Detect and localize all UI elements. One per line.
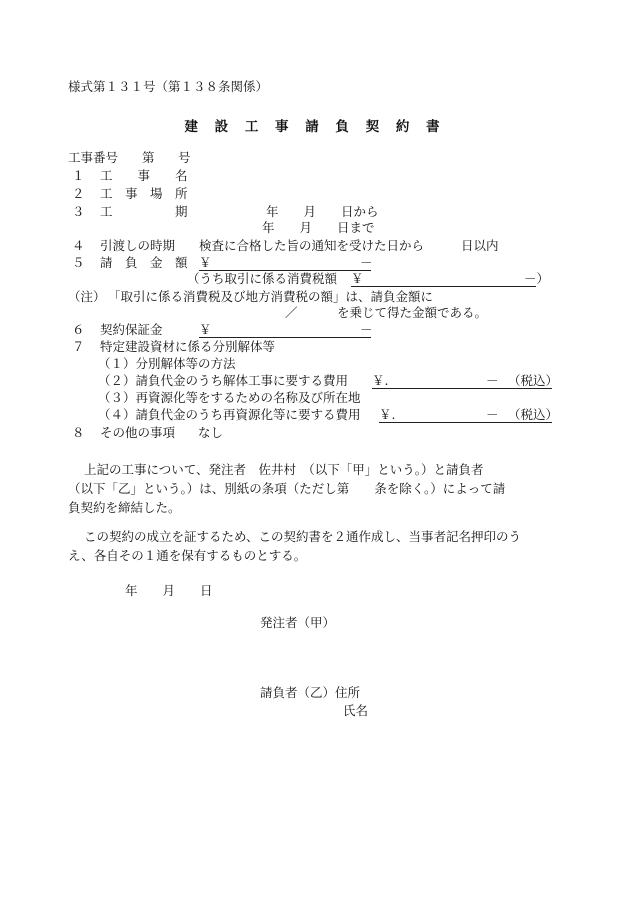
sub-item-1: （１）分別解体等の方法 xyxy=(98,356,236,371)
contractor-name-label: 氏名 xyxy=(343,703,369,718)
item-7-label: 特定建設資材に係る分別解体等 xyxy=(100,339,276,354)
note-slash: ／ xyxy=(285,305,298,320)
paragraph-2-line-1: この契約の成立を証するため、この契約書を２通作成し、当事者記名押印のう xyxy=(84,529,522,544)
form-number: 様式第１３１号（第１３８条関係） xyxy=(68,79,269,94)
sub-item-2-dash: － xyxy=(486,373,499,388)
item-6-underline xyxy=(199,337,371,338)
item-4-number: ４ xyxy=(72,238,85,253)
sub-item-2-underline xyxy=(372,388,552,389)
item-8-label: その他の事項 xyxy=(100,425,176,440)
item-4-label: 引渡しの時期 xyxy=(100,238,176,253)
item-5-yen: ￥ xyxy=(199,255,212,270)
item-6-number: ６ xyxy=(72,322,85,337)
sub-item-2-tax: （税込） xyxy=(508,373,559,388)
koji-number-go: 号 xyxy=(178,150,191,165)
item-5-label: 請 負 金 額 xyxy=(100,255,188,270)
item-1-number: １ xyxy=(72,168,85,183)
item-6-dash: － xyxy=(360,322,373,337)
sub-item-4-dash: － xyxy=(486,407,499,422)
item-5-tax-underline xyxy=(351,286,536,287)
sub-item-4-underline xyxy=(379,422,552,423)
item-5-tax-yen: ￥ xyxy=(351,271,364,286)
item-5-tax-label: （うち取引に係る消費税額 xyxy=(187,271,338,286)
item-4-days: 日以内 xyxy=(461,238,499,253)
item-5-tax-close: －） xyxy=(524,271,550,286)
paragraph-1-line-3: 負契約を締結した。 xyxy=(68,500,181,515)
item-2-number: ２ xyxy=(72,186,85,201)
item-6-yen: ￥ xyxy=(199,322,212,337)
item-7-number: ７ xyxy=(72,339,85,354)
item-8-number: ８ xyxy=(72,425,85,440)
note-text: 「取引に係る消費税及び地方消費税の額」は、請負金額に xyxy=(108,289,434,304)
note-label: （注） xyxy=(68,289,106,304)
paragraph-2-line-2: え、各自その１通を保有するものとする。 xyxy=(68,548,307,563)
item-3-number: ３ xyxy=(72,204,85,219)
item-6-label: 契約保証金 xyxy=(100,322,163,337)
item-5-dash: － xyxy=(360,255,373,270)
koji-number-dai: 第 xyxy=(142,150,155,165)
document-title: 建 設 工 事 請 負 契 約 書 xyxy=(184,119,446,135)
note-text-2: を乗じて得た金額である。 xyxy=(337,305,488,320)
koji-number-label: 工事番号 xyxy=(68,150,119,165)
paragraph-1-line-2: （以下「乙」という。）は、別紙の条項（ただし第 条を除く。）によって請 xyxy=(68,481,506,496)
contract-date: 年 月 日 xyxy=(125,583,213,598)
item-8-value: なし xyxy=(198,425,224,440)
paragraph-1-line-1: 上記の工事について、発注者 佐井村 （以下「甲」という。）と請負者 xyxy=(84,462,484,477)
item-3-to-date: 年 月 日まで xyxy=(262,220,375,235)
item-3-label: 工 期 xyxy=(100,204,188,219)
sub-item-3: （３）再資源化等をするための名称及び所在地 xyxy=(98,390,361,405)
sub-item-4-text: （４）請負代金のうち再資源化等に要する費用 xyxy=(98,407,361,422)
orderer-label: 発注者（甲） xyxy=(260,615,336,630)
item-4-text: 検査に合格した旨の通知を受けた日から xyxy=(199,238,425,253)
contractor-address-label: 請負者（乙）住所 xyxy=(260,685,361,700)
item-2-label: 工 事 場 所 xyxy=(100,186,188,201)
item-1-label: 工 事 名 xyxy=(100,168,188,183)
sub-item-2-text: （２）請負代金のうち解体工事に要する費用 xyxy=(98,373,349,388)
item-3-from-date: 年 月 日から xyxy=(266,204,379,219)
sub-item-4-yen: ￥. xyxy=(379,407,396,422)
sub-item-4-tax: （税込） xyxy=(508,407,559,422)
item-5-number: ５ xyxy=(72,255,85,270)
sub-item-2-yen: ￥. xyxy=(372,373,389,388)
